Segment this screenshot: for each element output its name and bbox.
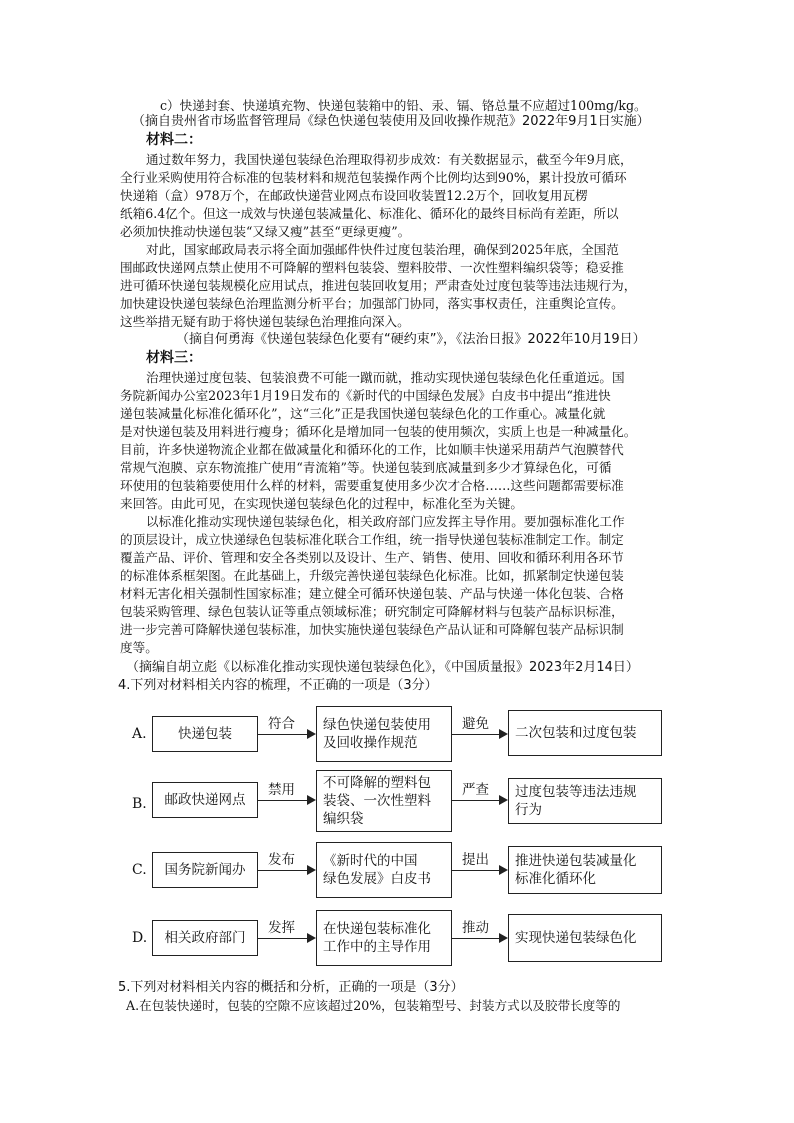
question-4-diagram bbox=[118, 700, 680, 972]
arrow-icon bbox=[258, 734, 314, 735]
flow-subject-box: 相关政府部门 bbox=[152, 920, 258, 956]
material2-line: 快递箱（盒）978万个，在邮政快递营业网点布设回收装置12.2万个，回收复用瓦楞 bbox=[120, 188, 588, 203]
material2-line: 加快建设快递包装绿色治理监测分析平台；加强部门协同，落实事权责任，注重舆论宣传。 bbox=[120, 296, 624, 311]
flow-object-box: 《新时代的中国 绿色发展》白皮书 bbox=[316, 842, 452, 898]
flow-subject-box: 快递包装 bbox=[152, 716, 258, 752]
option-label: B. bbox=[132, 796, 147, 812]
question-5-stem: 5.下列对材料相关内容的概括和分析，正确的一项是（3分） bbox=[118, 980, 464, 995]
material3-line: 环使用的包装箱要使用什么样的材料，需要重复使用多少次才合格……这些问题都需要标准 bbox=[120, 478, 624, 493]
material3-line: 进一步完善可降解快递包装标准，加快实施快递包装绿色产品认证和可降解包装产品标识制 bbox=[120, 622, 624, 637]
option-label: D. bbox=[132, 930, 148, 946]
arrow-icon bbox=[452, 870, 506, 871]
flow-result-box: 实现快递包装绿色化 bbox=[508, 914, 662, 962]
option-label: A. bbox=[132, 726, 147, 742]
material3-line: 治理快递过度包装、包装浪费不可能一蹴而就，推动实现快递包装绿色化任重道远。国 bbox=[146, 370, 625, 385]
flow-verb: 发挥 bbox=[268, 920, 295, 936]
flow-object-box: 在快递包装标准化 工作中的主导作用 bbox=[316, 910, 452, 966]
material3-line: 度等。 bbox=[120, 640, 158, 655]
arrow-icon bbox=[258, 800, 314, 801]
flow-result-box: 过度包装等违法违规 行为 bbox=[508, 778, 662, 824]
flow-verb: 禁用 bbox=[268, 782, 295, 798]
flow-object-box: 不可降解的塑料包 装袋、一次性塑料 编织袋 bbox=[316, 770, 452, 832]
material2-source: （摘自何勇海《快递包装绿色化要有“硬约束”》，《法治日报》2022年10月19日） bbox=[176, 332, 646, 347]
arrow-icon bbox=[452, 800, 506, 801]
flow-subject-box: 邮政快递网点 bbox=[152, 782, 258, 818]
material3-line: 覆盖产品、评价、管理和安全各类别以及设计、生产、销售、使用、回收和循环利用各环节 bbox=[120, 550, 624, 565]
arrow-icon bbox=[452, 938, 506, 939]
question-4-stem: 4.下列对材料相关内容的梳理，不正确的一项是（3分） bbox=[118, 678, 438, 693]
arrow-icon bbox=[258, 870, 314, 871]
flow-verb: 符合 bbox=[268, 716, 295, 732]
material2-line: 全行业采购使用符合标准的包装材料和规范包装操作两个比例均达到90%，累计投放可循环 bbox=[120, 170, 627, 185]
material2-heading: 材料二： bbox=[146, 132, 202, 148]
material3-heading: 材料三： bbox=[146, 350, 202, 366]
flow-object-box: 绿色快递包装使用 及回收操作规范 bbox=[316, 706, 452, 762]
material3-line: 常规气泡膜、京东物流推广使用“青流箱”等。快递包装到底减量到多少才算绿色化，可循 bbox=[120, 460, 612, 475]
flow-verb: 严查 bbox=[462, 782, 489, 798]
material3-line: 务院新闻办公室2023年1月19日发布的《新时代的中国绿色发展》白皮书中提出“推进快 bbox=[120, 388, 611, 403]
material3-line: 递包装减量化标准化循环化”，这“三化”正是我国快递包装绿色化的工作重心。减量化就 bbox=[120, 406, 606, 421]
material1-item-c: c）快递封套、快递填充物、快递包装箱中的铅、汞、镉、铬总量不应超过100mg/kg。 bbox=[160, 98, 647, 113]
flow-result-box: 推进快递包装减量化 标准化循环化 bbox=[508, 846, 662, 894]
material2-line: 这些举措无疑有助于将快递包装绿色治理推向深入。 bbox=[120, 314, 410, 329]
question-5-option-a: A.在包装快递时，包装的空隙不应该超过20%，包装箱型号、封装方式以及胶带长度等的 bbox=[126, 998, 621, 1013]
flow-result-box: 二次包装和过度包装 bbox=[508, 710, 662, 756]
material3-line: 的顶层设计，成立快递绿色包装标准化联合工作组，统一指导快递包装标准制定工作。制定 bbox=[120, 532, 624, 547]
material3-line: 来回答。由此可见，在实现快递包装绿色化的过程中，标准化至为关键。 bbox=[120, 496, 523, 511]
material3-source: （摘编自胡立彪《以标准化推动实现快递包装绿色化》，《中国质量报》2023年2月14日） bbox=[126, 660, 639, 675]
material3-line: 的标准体系框架图。在此基础上，升级完善快递包装绿色化标准。比如，抓紧制定快递包装 bbox=[120, 568, 624, 583]
flow-verb: 发布 bbox=[268, 852, 295, 868]
material3-line: 以标准化推动实现快递包装绿色化，相关政府部门应发挥主导作用。要加强标准化工作 bbox=[146, 514, 625, 529]
material2-line: 必须加快推动快递包装“又绿又瘦”甚至“更绿更瘦”。 bbox=[120, 224, 411, 239]
material2-line: 进可循环快递包装规模化应用试点，推进包装回收复用；严肃查处过度包装等违法违规行为， bbox=[120, 278, 637, 293]
material2-line: 通过数年努力，我国快递包装绿色治理取得初步成效：有关数据显示，截至今年9月底， bbox=[146, 152, 633, 167]
flow-verb: 避免 bbox=[462, 716, 489, 732]
material3-line: 包装采购管理、绿色包装认证等重点领域标准；研究制定可降解材料与包装产品标识标准， bbox=[120, 604, 624, 619]
material3-line: 目前，许多快递物流企业都在做减量化和循环化的工作，比如顺丰快递采用葫芦气泡膜替代 bbox=[120, 442, 624, 457]
arrow-icon bbox=[258, 938, 314, 939]
option-label: C. bbox=[132, 862, 147, 878]
material1-source: （摘自贵州省市场监督管理局《绿色快递包装使用及回收操作规范》2022年9月1日实施） bbox=[132, 114, 650, 129]
arrow-icon bbox=[452, 734, 506, 735]
material2-line: 围邮政快递网点禁止使用不可降解的塑料包装袋、塑料胶带、一次性塑料编织袋等；稳妥推 bbox=[120, 260, 624, 275]
material2-line: 对此，国家邮政局表示将全面加强邮件快件过度包装治理，确保到2025年底，全国范 bbox=[146, 242, 619, 257]
flow-verb: 提出 bbox=[462, 852, 489, 868]
material3-line: 材料无害化相关强制性国家标准；建立健全可循环快递包装、产品与快递一体化包装、合格 bbox=[120, 586, 624, 601]
flow-verb: 推动 bbox=[462, 920, 489, 936]
flow-subject-box: 国务院新闻办 bbox=[152, 852, 258, 888]
material3-line: 是对快递包装及用料进行瘦身；循环化是增加同一包装的使用频次，实质上也是一种减量化。 bbox=[120, 424, 637, 439]
material2-line: 纸箱6.4亿个。但这一成效与快递包装减量化、标准化、循环化的最终目标尚有差距，所以 bbox=[120, 206, 619, 221]
